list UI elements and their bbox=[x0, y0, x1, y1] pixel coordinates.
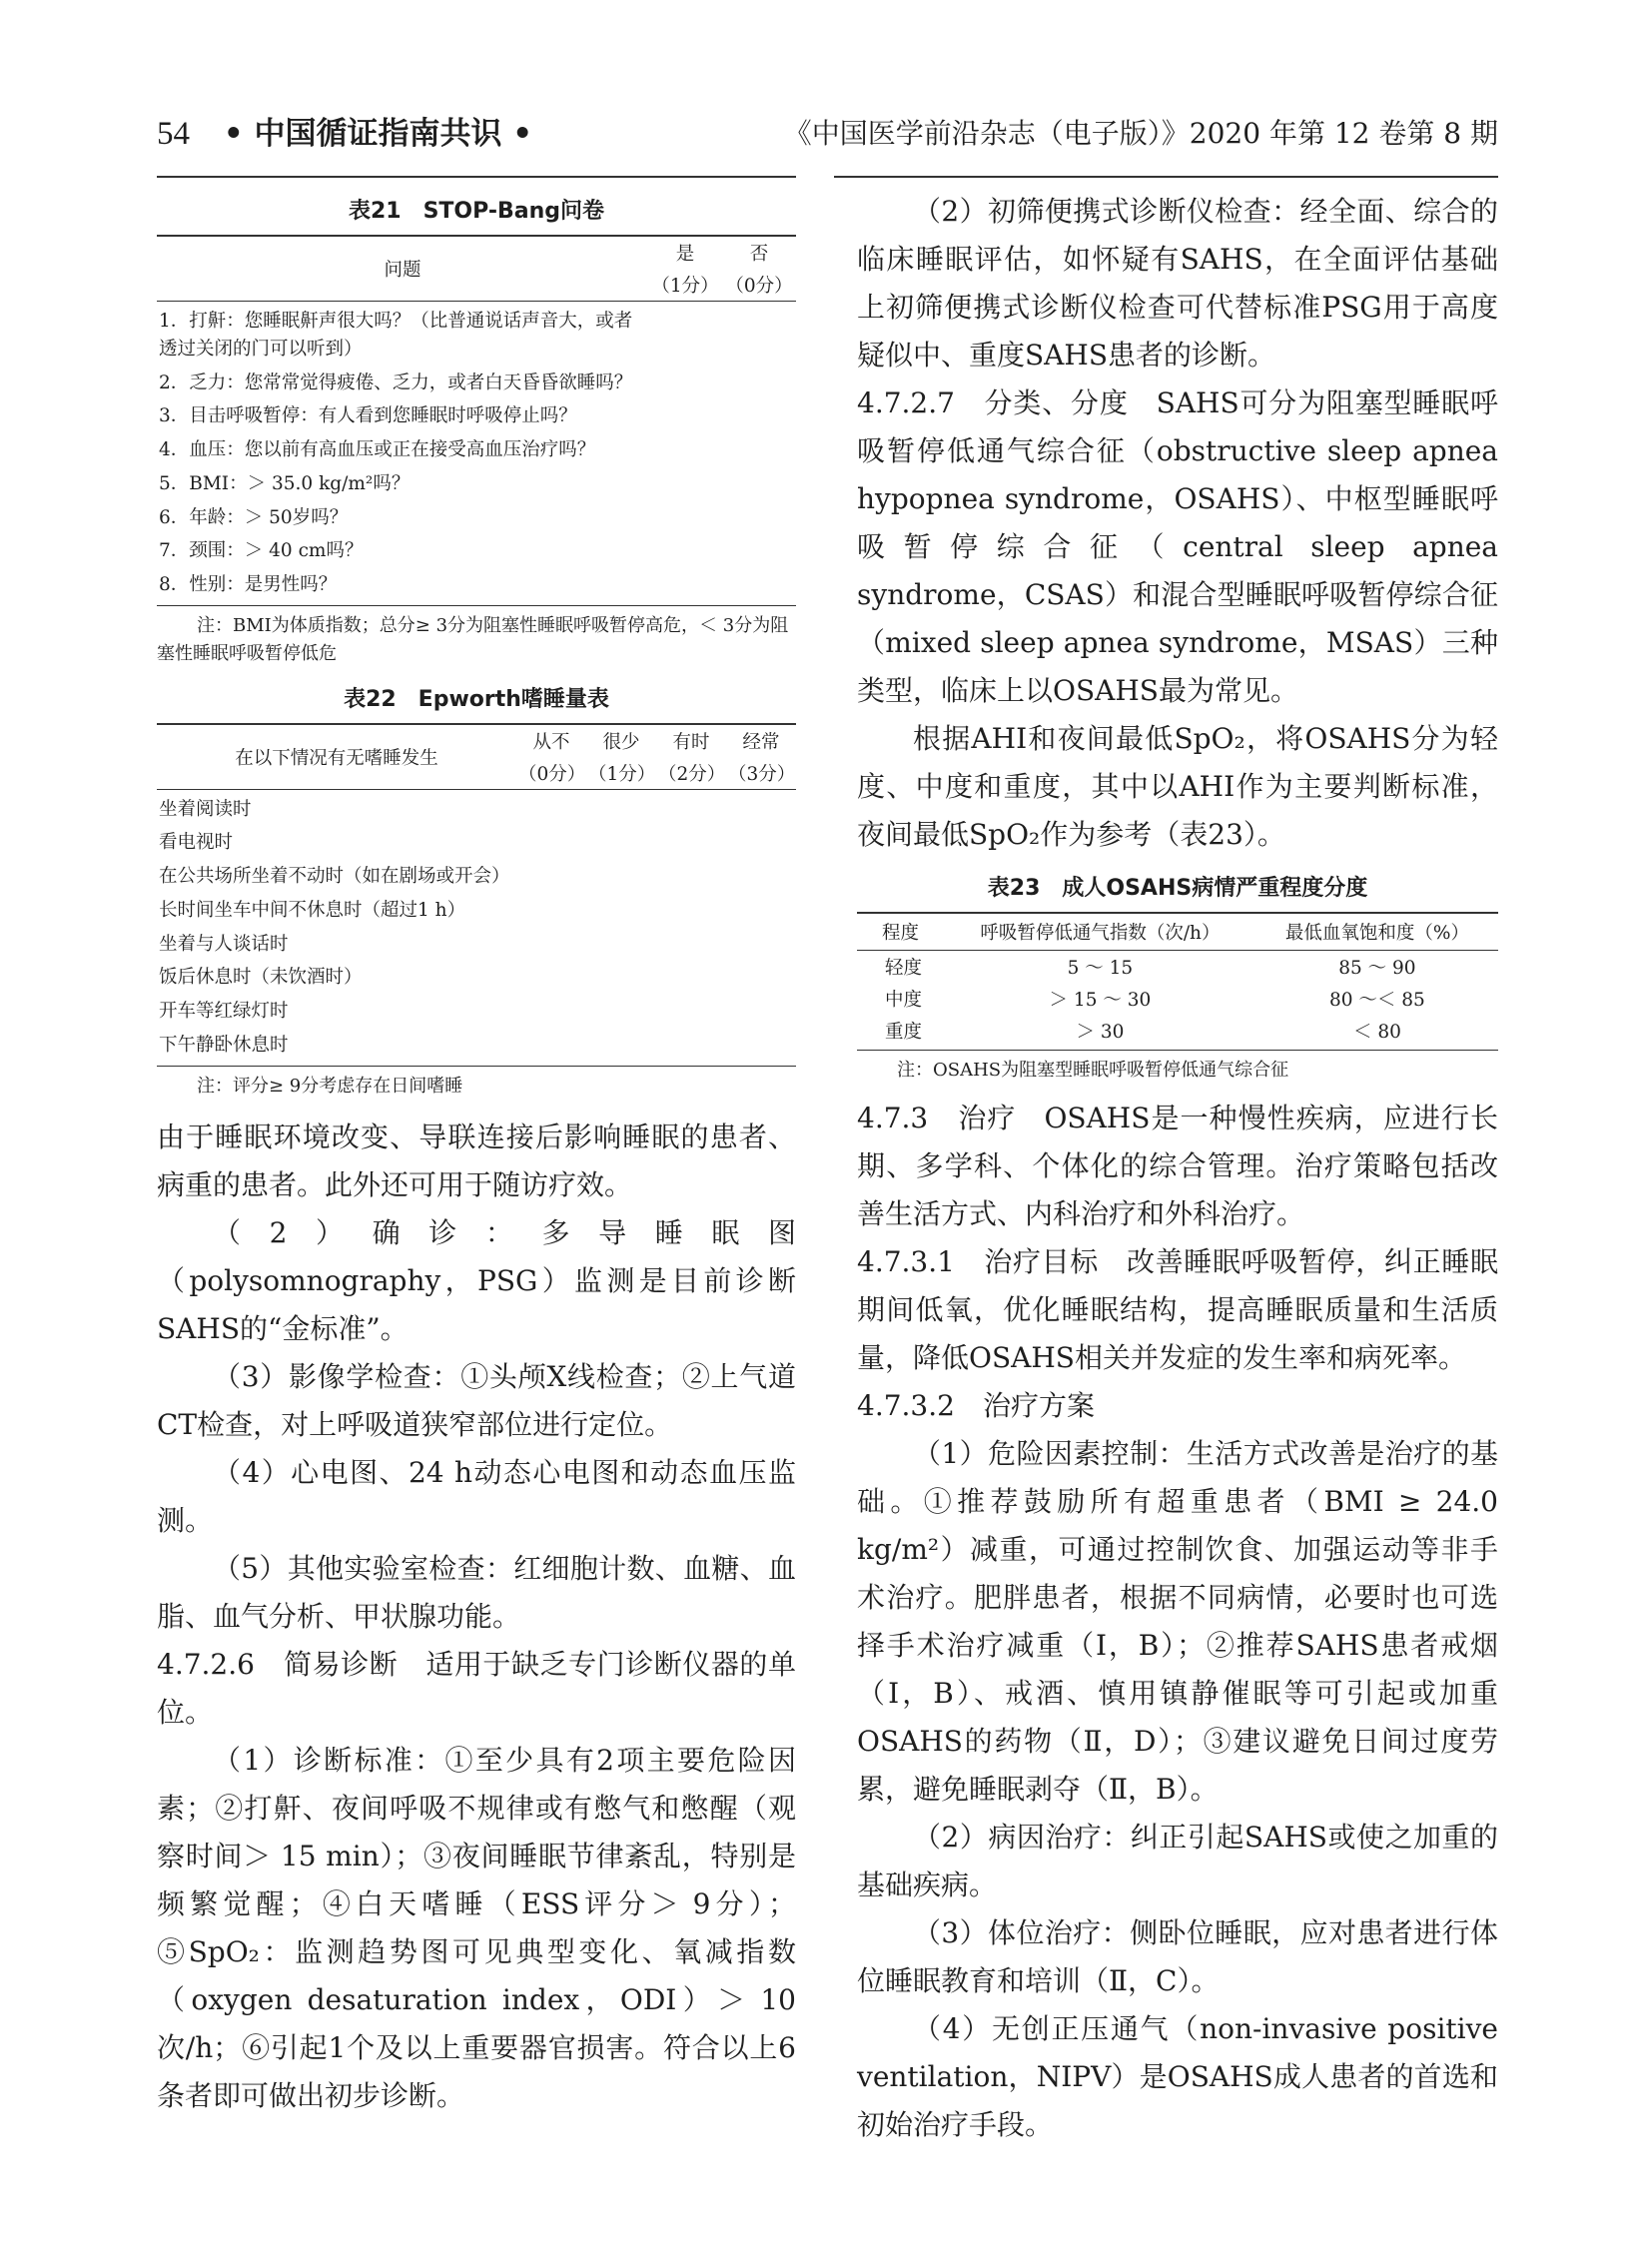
table22-note: 注：评分≥ 9分考虑存在日间嗜睡 bbox=[197, 1075, 463, 1097]
heading-text: SAHS可分为阻塞型睡眠呼吸暂停低通气综合征（obstructive sleep apnea hypopnea syndrome，OSAHS）、中枢型睡眠呼吸暂停综合征（central sleep apnea syndrome，CSAS）和混合型睡眠呼吸暂停综合征（mixed sleep apnea syndrome，MSAS）三种类型，临床上以OSAHS最为常见。 bbox=[857, 386, 1498, 707]
table22-row: 长时间坐车中间不休息时（超过1 h） bbox=[159, 899, 466, 921]
header-left bbox=[157, 108, 532, 153]
table23-cell: 80 ～＜ 85 bbox=[1328, 990, 1425, 1011]
table22-row: 饭后休息时（未饮酒时） bbox=[159, 967, 363, 989]
heading-number: 4.7.3 治疗 bbox=[857, 1101, 1017, 1134]
table22-row: 在公共场所坐着不动时（如在剧场或开会） bbox=[159, 866, 510, 888]
table22-score: （1分） bbox=[586, 757, 656, 790]
left-paragraph: （5）其他实验室检查：红细胞计数、血糖、血脂、血气分析、甲状腺功能。 bbox=[157, 1552, 796, 1634]
table22-col-sometimes: 有时 bbox=[656, 724, 726, 757]
heading-text: 改善睡眠呼吸暂停，纠正睡眠期间低氧，优化睡眠结构，提高睡眠质量和生活质量，降低OSAHS相关并发症的发生率和病死率。 bbox=[857, 1244, 1498, 1374]
right-paragraph: （1）危险因素控制：生活方式改善是治疗的基础。①推荐鼓励所有超重患者（BMI ≥ 24.0 kg/m²）减重，可通过控制饮食、加强运动等非手术治疗。肥胖患者，根据不同病情，必要时也可选择手术治疗减重（Ⅰ，B）；②推荐SAHS患者戒烟（Ⅰ，B）、戒酒、慎用镇静催眠等可引起或加重OSAHS的药物（Ⅱ，D）；③建议避免日间过度劳累，避免睡眠剥夺（Ⅱ，B）。 bbox=[857, 1436, 1498, 1806]
page-number: 54 bbox=[157, 116, 190, 152]
table22-col-never: 从不 bbox=[516, 724, 586, 757]
table23-header: 程度 bbox=[857, 913, 944, 951]
right-paragraph: 根据AHI和夜间最低SpO₂，将OSAHS分为轻度、中度和重度，其中以AHI作为主要判断标准，夜间最低SpO₂作为参考（表23）。 bbox=[857, 722, 1498, 851]
section-4-7-3 bbox=[857, 1095, 1498, 1238]
table22-col-situation: 在以下情况有无嗜睡发生 bbox=[157, 724, 516, 790]
section-4-7-3-1 bbox=[857, 1238, 1498, 1382]
table23-header: 最低血氧饱和度（%） bbox=[1256, 913, 1498, 951]
table21-row: 6．年龄：＞ 50岁吗？ bbox=[159, 506, 349, 528]
table23-cell: ＞ 15 ～ 30 bbox=[1049, 990, 1152, 1011]
section-title: • 中国循证指南共识 • bbox=[223, 116, 533, 152]
table21-row: 1．打鼾：您睡眠鼾声很大吗？（比普通说话声音大，或者透过关闭的门可以听到） bbox=[159, 311, 633, 360]
table23-cell: 中度 bbox=[885, 990, 923, 1011]
table23-header: 呼吸暂停低通气指数（次/h） bbox=[944, 913, 1256, 951]
heading-number: 4.7.3.1 治疗目标 bbox=[857, 1244, 1099, 1278]
running-header bbox=[157, 108, 1498, 168]
table21-col-yes: 是 bbox=[648, 236, 722, 269]
table22-score: （3分） bbox=[726, 757, 796, 790]
table23-cell: ＞ 30 bbox=[944, 1015, 1256, 1051]
table21-col-no: 否 bbox=[722, 236, 796, 269]
table22 bbox=[157, 723, 796, 1067]
table21-note: 注：BMI为体质指数；总分≥ 3分为阻塞性睡眠呼吸暂停高危，＜ 3分为阻塞性睡眠呼吸暂停低危 bbox=[157, 614, 789, 664]
left-column bbox=[157, 188, 796, 2120]
left-paragraph: 由于睡眠环境改变、导联连接后影响睡眠的患者、病重的患者。此外还可用于随访疗效。 bbox=[157, 1120, 796, 1202]
right-column bbox=[857, 188, 1498, 2149]
table23-note: 注：OSAHS为阻塞型睡眠呼吸暂停低通气综合征 bbox=[897, 1060, 1289, 1081]
section-4-7-2-7 bbox=[857, 379, 1498, 715]
table21-col-no-score: （0分） bbox=[722, 269, 796, 302]
table23-cell: 轻度 bbox=[885, 958, 923, 979]
table22-row: 看电视时 bbox=[159, 832, 234, 854]
header-rule-left bbox=[157, 176, 796, 178]
heading-number: 4.7.2.7 分类、分度 bbox=[857, 386, 1129, 419]
table21-row: 3．目击呼吸暂停：有人看到您睡眠时呼吸停止吗？ bbox=[159, 405, 577, 427]
table22-score: （0分） bbox=[516, 757, 586, 790]
table21-row: 4．血压：您以前有高血压或正在接受高血压治疗吗？ bbox=[159, 439, 596, 460]
header-rule-right bbox=[834, 176, 1498, 178]
table22-score: （2分） bbox=[656, 757, 726, 790]
table22-col-often: 经常 bbox=[726, 724, 796, 757]
table23-cell: 85 ～ 90 bbox=[1338, 958, 1416, 979]
right-paragraph: （4）无创正压通气（non-invasive positive ventilation，NIPV）是OSAHS成人患者的首选和初始治疗手段。 bbox=[857, 2011, 1498, 2141]
table21-row: 8．性别：是男性吗？ bbox=[157, 568, 648, 605]
table22-row: 下午静卧休息时 bbox=[157, 1029, 516, 1066]
table23 bbox=[857, 912, 1498, 1051]
right-paragraph: （3）体位治疗：侧卧位睡眠，应对患者进行体位睡眠教育和培训（Ⅱ，C）。 bbox=[857, 1915, 1498, 1997]
journal-title: 《中国医学前沿杂志（电子版）》2020 年第 12 卷第 8 期 bbox=[783, 117, 1498, 150]
table22-caption: 表22 Epworth嗜睡量表 bbox=[344, 686, 609, 712]
table23-caption: 表23 成人OSAHS病情严重程度分度 bbox=[987, 876, 1368, 901]
table21-row: 7．颈围：＞ 40 cm吗？ bbox=[159, 540, 364, 562]
table21-col-question: 问题 bbox=[157, 236, 648, 302]
left-paragraph: （4）心电图、24 h动态心电图和动态血压监测。 bbox=[157, 1456, 796, 1538]
table22-row: 开车等红绿灯时 bbox=[159, 1001, 289, 1023]
section-4-7-2-6 bbox=[157, 1641, 796, 1737]
table22-row: 坐着与人谈话时 bbox=[159, 933, 289, 955]
left-paragraph: （1）诊断标准：①至少具有2项主要危险因素；②打鼾、夜间呼吸不规律或有憋气和憋醒（观察时间＞ 15 min）；③夜间睡眠节律紊乱，特别是频繁觉醒；④白天嗜睡（ESS评分＞ 9分）；⑤SpO₂：监测趋势图可见典型变化、氧减指数（oxygen desaturation index，ODI）＞ 10次/h；⑥引起1个及以上重要器官损害。符合以上6条者即可做出初步诊断。 bbox=[157, 1744, 796, 2113]
table21-caption: 表21 STOP-Bang问卷 bbox=[348, 199, 605, 224]
section-4-7-3-2: 4.7.3.2 治疗方案 bbox=[857, 1388, 1095, 1422]
table22-col-rarely: 很少 bbox=[586, 724, 656, 757]
left-paragraph: （2）确诊：多导睡眠图（polysomnography，PSG）监测是目前诊断SAHS的“金标准”。 bbox=[157, 1216, 796, 1346]
table22-row: 坐着阅读时 bbox=[159, 798, 252, 820]
table21-row: 2．乏力：您常常觉得疲倦、乏力，或者白天昏昏欲睡吗？ bbox=[159, 372, 633, 393]
table23-cell: 重度 bbox=[857, 1015, 944, 1051]
table23-cell: 5 ～ 15 bbox=[1067, 958, 1134, 979]
heading-text: 适用于缺乏专门诊断仪器的单位。 bbox=[157, 1648, 796, 1730]
right-paragraph: （2）初筛便携式诊断仪检查：经全面、综合的临床睡眠评估，如怀疑有SAHS，在全面评估基础上初筛便携式诊断仪检查可代替标准PSG用于高度疑似中、重度SAHS患者的诊断。 bbox=[857, 195, 1498, 372]
heading-number: 4.7.2.6 简易诊断 bbox=[157, 1648, 399, 1682]
heading-text: OSAHS是一种慢性疾病，应进行长期、多学科、个体化的综合管理。治疗策略包括改善生活方式、内科治疗和外科治疗。 bbox=[857, 1101, 1498, 1230]
left-paragraph: （3）影像学检查：①头颅X线检查；②上气道CT检查，对上呼吸道狭窄部位进行定位。 bbox=[157, 1360, 796, 1442]
table21 bbox=[157, 235, 796, 606]
table21-col-yes-score: （1分） bbox=[648, 269, 722, 302]
table23-cell: ＜ 80 bbox=[1256, 1015, 1498, 1051]
right-paragraph: （2）病因治疗：纠正引起SAHS或使之加重的基础疾病。 bbox=[857, 1820, 1498, 1901]
table21-row: 5．BMI：＞ 35.0 kg/m²吗？ bbox=[159, 472, 411, 494]
